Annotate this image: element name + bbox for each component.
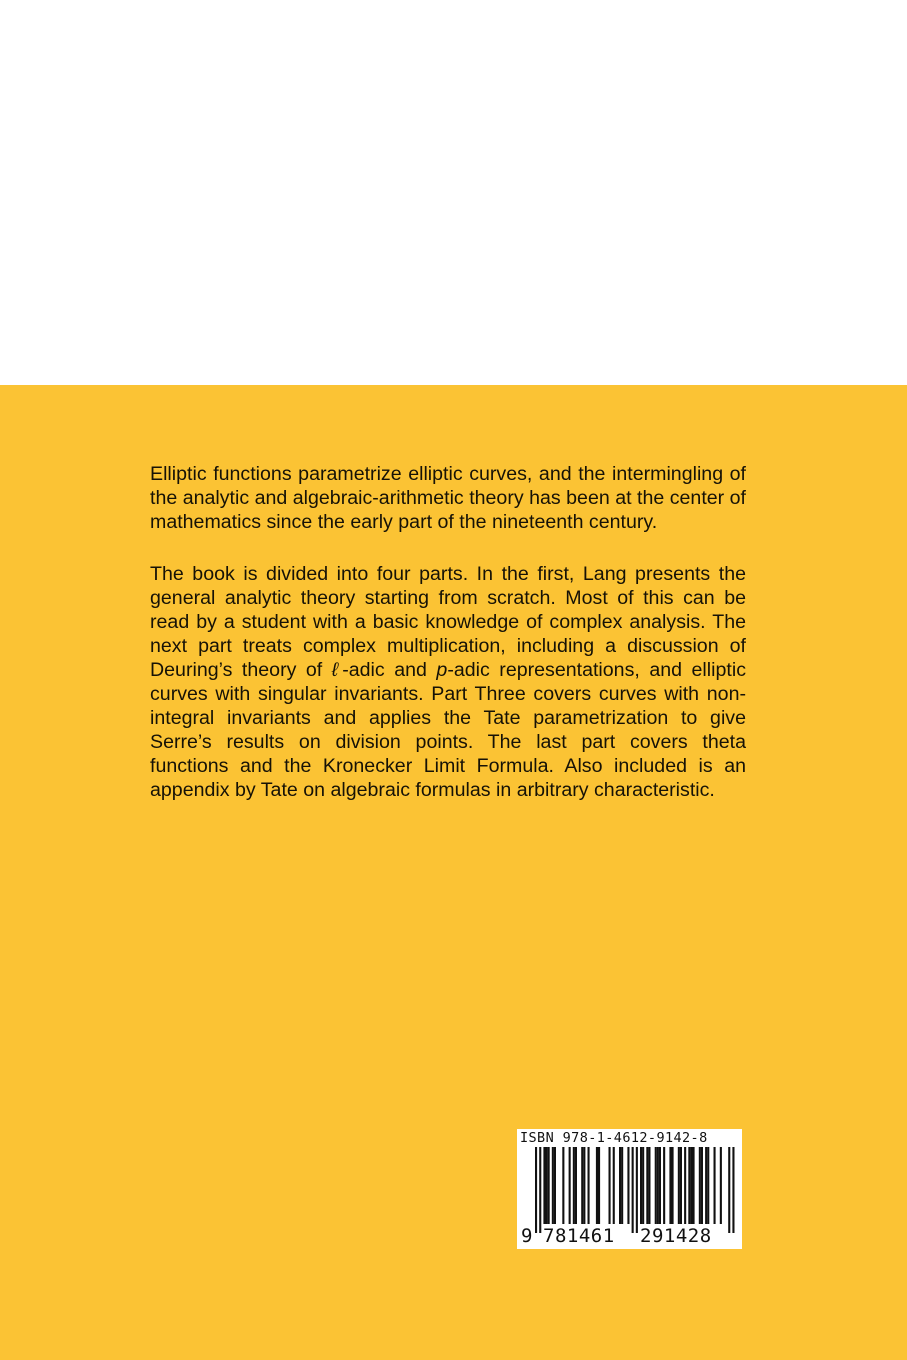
- barcode-bar: [688, 1147, 690, 1224]
- barcode-bar: [701, 1147, 703, 1224]
- barcode-guard-bar: [632, 1147, 634, 1233]
- barcode-bar: [573, 1147, 575, 1224]
- barcode-bar: [562, 1147, 564, 1224]
- barcode-bar: [640, 1147, 642, 1224]
- barcode-bar: [655, 1147, 657, 1224]
- barcode-guard-bar: [535, 1147, 537, 1233]
- barcode-bar: [699, 1147, 701, 1224]
- barcode-bar: [609, 1147, 611, 1224]
- blurb-paragraph-2: [150, 562, 746, 802]
- isbn-label: ISBN 978-1-4612-9142-8: [520, 1130, 708, 1146]
- barcode-bar: [693, 1147, 695, 1224]
- barcode-bar: [619, 1147, 621, 1224]
- barcode-bar: [583, 1147, 585, 1224]
- cover-top-blank: [0, 0, 907, 385]
- ean-right-group: 291428: [640, 1225, 712, 1247]
- barcode-guard-bar: [732, 1147, 734, 1233]
- barcode-bar: [596, 1147, 598, 1224]
- barcode-bar: [554, 1147, 556, 1224]
- p-symbol: p: [436, 659, 448, 681]
- barcode-guard-bar: [636, 1147, 638, 1233]
- ean-first-digit: 9: [521, 1225, 533, 1247]
- barcode-bar: [621, 1147, 623, 1224]
- barcode-bar: [598, 1147, 600, 1224]
- barcode-bar: [569, 1147, 571, 1224]
- barcode-guard-bar: [728, 1147, 730, 1233]
- ell-symbol: ℓ: [331, 659, 343, 681]
- barcode-bar: [575, 1147, 577, 1224]
- ean-left-group: 781461: [543, 1225, 615, 1247]
- barcode-bar: [678, 1147, 680, 1224]
- barcode-bar: [705, 1147, 707, 1224]
- ean-digits: [517, 1225, 742, 1247]
- barcode-bar: [680, 1147, 682, 1224]
- blurb-paragraph-1: Elliptic functions parametrize elliptic curves, and the intermingling of the analytic and algebraic-arithmetic theory has been at the center of mathematics since the early part of the nineteenth century.: [150, 463, 746, 533]
- barcode-bar: [552, 1147, 554, 1224]
- barcode-bar: [648, 1147, 650, 1224]
- barcode-bar: [690, 1147, 692, 1224]
- blurb-paragraph-2-part-c: -adic representations, and elliptic curves with singular invariants. Part Three covers curves with non-integral invariants and applies the Tate parametrization to give Serre’s results on division points. The last part covers theta functions and the Kronecker Limit Formula. Also included is an appendix by Tate on algebraic formulas in arbitrary characteristic.: [150, 659, 746, 801]
- barcode-bar: [546, 1147, 548, 1224]
- barcode-bar: [581, 1147, 583, 1224]
- barcode-bar: [657, 1147, 659, 1224]
- barcode-bar: [627, 1147, 629, 1224]
- barcode-bar: [588, 1147, 590, 1224]
- barcode-bar: [707, 1147, 709, 1224]
- blurb-paragraph-2-part-a: The book is divided into four parts. In the first, Lang presents the general analytic theory starting from scratch. Most of this can be read by a student with a basic knowledge of complex analysis. The next part treats complex multiplication, including a discussion of Deuring’s theory of: [150, 563, 746, 681]
- barcode-guard-bar: [539, 1147, 541, 1233]
- barcode-bar: [663, 1147, 665, 1224]
- barcode-bar: [672, 1147, 674, 1224]
- barcode-bar: [642, 1147, 644, 1224]
- barcode-bar: [659, 1147, 661, 1224]
- barcode-bar: [543, 1147, 545, 1224]
- barcode-bar: [714, 1147, 716, 1224]
- barcode-bar: [720, 1147, 722, 1224]
- barcode-bar: [669, 1147, 671, 1224]
- barcode-bar: [646, 1147, 648, 1224]
- barcode-bar: [684, 1147, 686, 1224]
- barcode-bar: [548, 1147, 550, 1224]
- barcode-bar: [613, 1147, 615, 1224]
- isbn-barcode: [517, 1129, 742, 1249]
- back-cover-blurb: [150, 462, 746, 802]
- blurb-paragraph-2-part-b: -adic and: [342, 659, 437, 681]
